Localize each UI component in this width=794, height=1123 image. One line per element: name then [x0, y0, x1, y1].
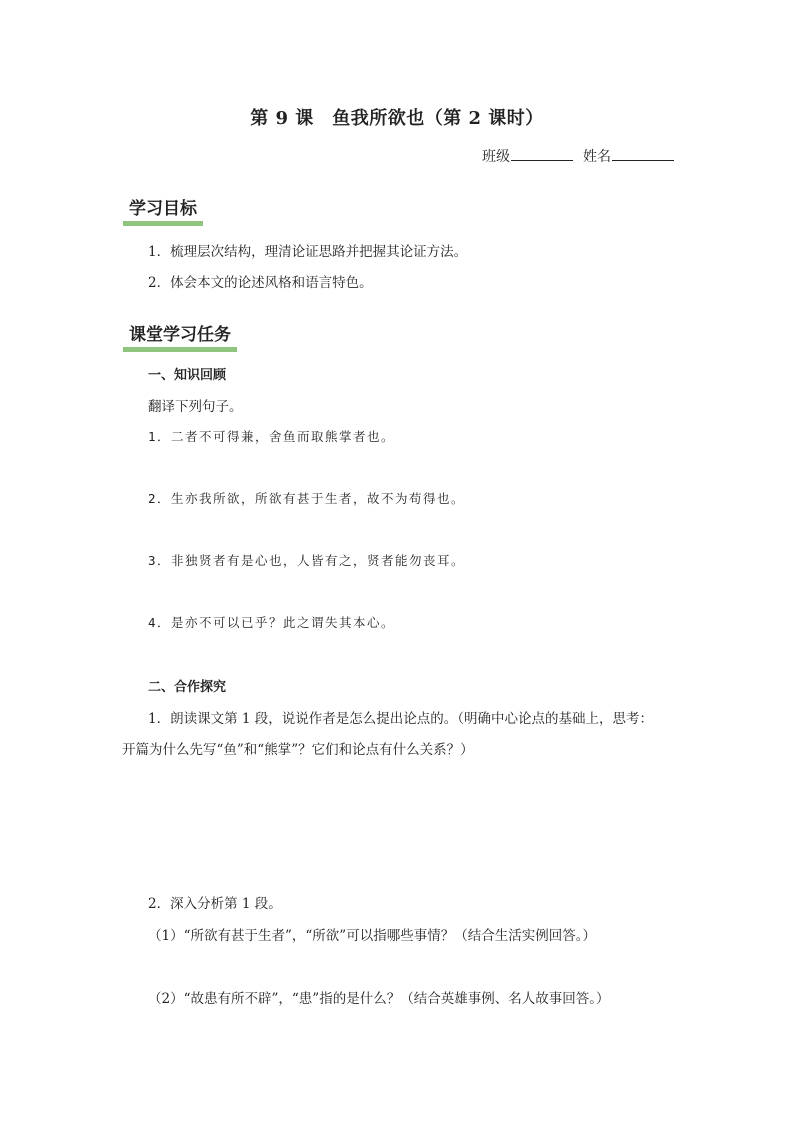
class-label: 班级 [482, 149, 510, 165]
translate-item: 1．二者不可得兼，舍鱼而取熊掌者也。 [148, 429, 396, 444]
section-heading-objectives: 学习目标 [123, 194, 203, 226]
question-2: 2．深入分析第 1 段。 [148, 896, 282, 912]
part1-heading: 一、知识回顾 [148, 368, 227, 383]
question-1-line1: 1．朗读课文第 1 段，说说作者是怎么提出论点的。（明确中心论点的基础上，思考： [148, 711, 654, 727]
part1-intro: 翻译下列句子。 [148, 399, 243, 415]
class-name-line [482, 146, 674, 166]
objective-item: 1．梳理层次结构，理清论证思路并把握其论证方法。 [148, 244, 468, 260]
translate-item: 3．非独贤者有是心也，人皆有之，贤者能勿丧耳。 [148, 553, 466, 568]
page-title: 第 9 课 鱼我所欲也（第 2 课时） [250, 108, 544, 129]
question-2-sub1: （1）“所欲有甚于生者”，“所欲”可以指哪些事情？（结合生活实例回答。） [148, 928, 596, 944]
question-2-sub2: （2）“故患有所不辟”，“患”指的是什么？（结合英雄事例、名人故事回答。） [148, 991, 610, 1007]
class-blank[interactable] [511, 146, 573, 161]
section-heading-tasks: 课堂学习任务 [123, 320, 237, 352]
translate-item: 4．是亦不可以已乎？此之谓失其本心。 [148, 615, 396, 630]
name-blank[interactable] [612, 146, 674, 161]
question-1-line2: 开篇为什么先写“鱼”和“熊掌”？它们和论点有什么关系？） [122, 742, 474, 758]
name-label: 姓名 [583, 149, 611, 165]
objective-item: 2．体会本文的论述风格和语言特色。 [148, 275, 373, 291]
translate-item: 2．生亦我所欲，所欲有甚于生者，故不为苟得也。 [148, 491, 466, 506]
part2-heading: 二、合作探究 [148, 680, 227, 695]
